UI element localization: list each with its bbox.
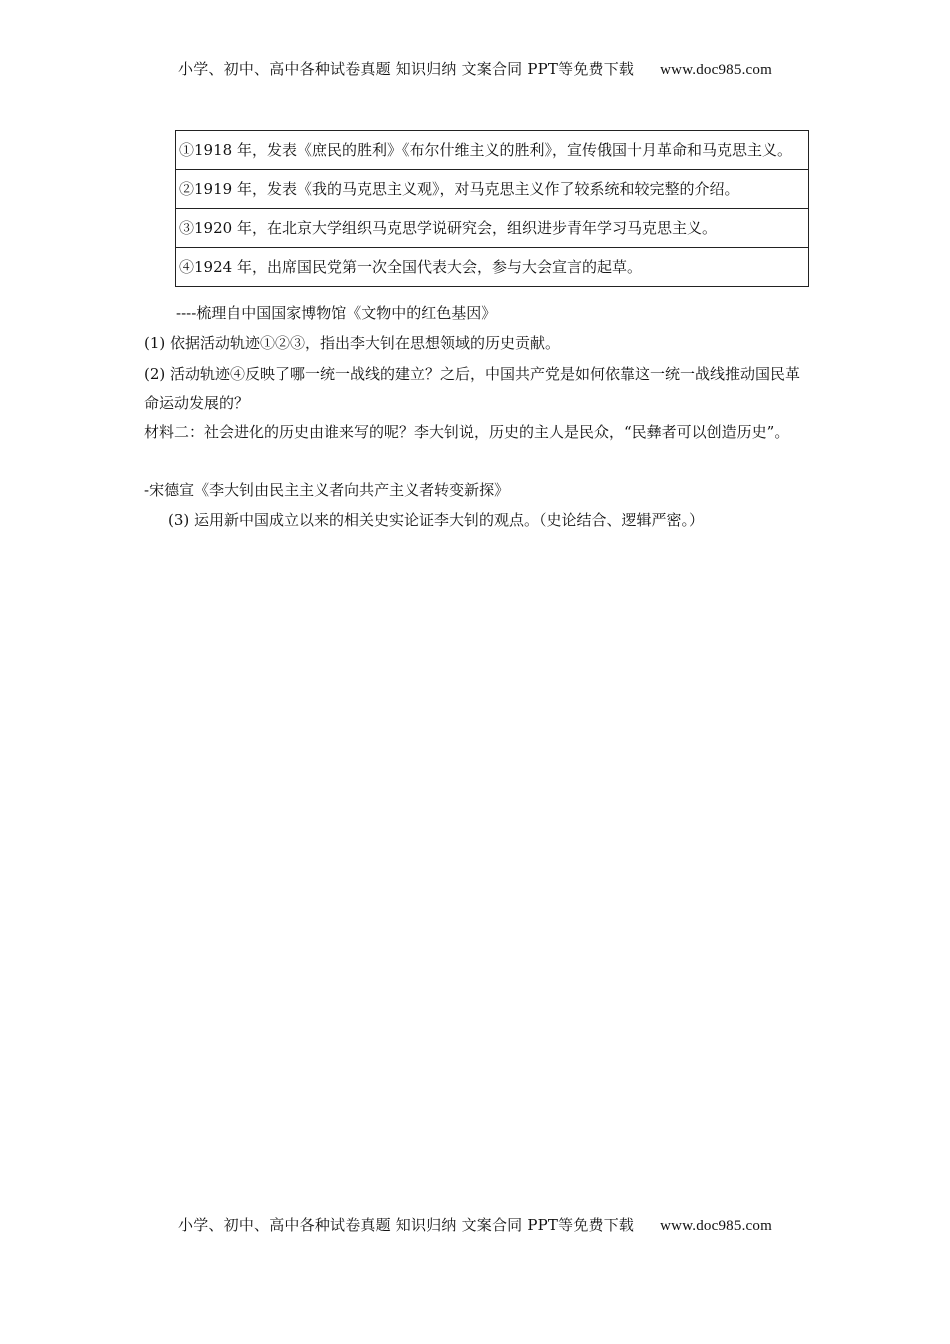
header-text: 小学、初中、高中各种试卷真题 知识归纳 文案合同 PPT等免费下载 <box>178 60 635 78</box>
material-2: 材料二：社会进化的历史由谁来写的呢？李大钊说，历史的主人是民众，“民彝者可以创造历史”。 <box>144 423 790 441</box>
question-2: (2) 活动轨迹④反映了哪一统一战线的建立？之后，中国共产党是如何依靠这一统一战线推动国民革命运动发展的？ <box>144 365 801 412</box>
timeline-row: ④1924 年，出席国民党第一次全国代表大会，参与大会宣言的起草。 <box>176 247 808 286</box>
page-header <box>0 58 950 79</box>
page-footer <box>0 1214 950 1235</box>
question-1: (1) 依据活动轨迹①②③，指出李大钊在思想领域的历史贡献。 <box>144 334 561 352</box>
footer-text: 小学、初中、高中各种试卷真题 知识归纳 文案合同 PPT等免费下载 <box>178 1216 635 1234</box>
timeline-row: ①1918 年，发表《庶民的胜利》《布尔什维主义的胜利》，宣传俄国十月革命和马克思主义。 <box>179 141 792 159</box>
material-2-citation: -宋德宣《李大钊由民主主义者向共产主义者转变新探》 <box>144 481 510 499</box>
table-source-note: ----梳理自中国国家博物馆《文物中的红色基因》 <box>176 304 497 322</box>
header-site-link[interactable]: www.doc985.com <box>660 62 772 78</box>
timeline-table <box>175 130 809 287</box>
timeline-row: ③1920 年，在北京大学组织马克思学说研究会，组织进步青年学习马克思主义。 <box>176 208 808 247</box>
question-3: (3) 运用新中国成立以来的相关史实论证李大钊的观点。（史论结合、逻辑严密。） <box>168 511 705 529</box>
footer-site-link[interactable]: www.doc985.com <box>660 1218 772 1234</box>
timeline-row: ②1919 年，发表《我的马克思主义观》，对马克思主义作了较系统和较完整的介绍。 <box>176 169 808 208</box>
